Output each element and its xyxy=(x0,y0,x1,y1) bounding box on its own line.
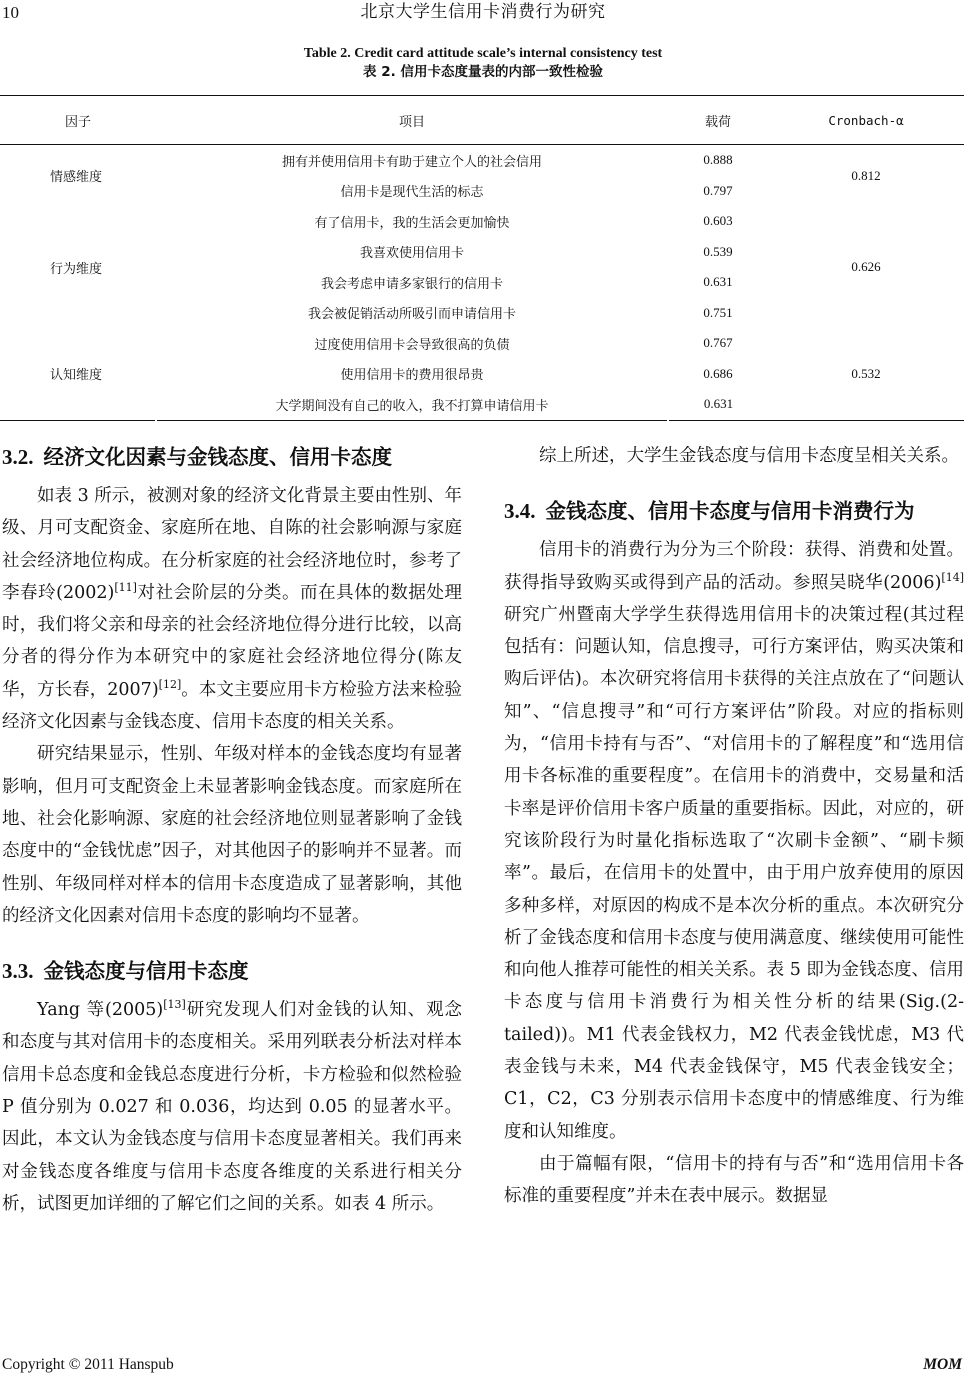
running-title: 北京大学生信用卡消费行为研究 xyxy=(360,2,606,21)
item-cell: 我会被促销活动所吸引而申请信用卡 xyxy=(307,306,516,322)
section-heading-3-2: 3.2. 经济文化因素与金钱态度、信用卡态度 xyxy=(2,445,392,469)
column-header-cronbach: Cronbach-α xyxy=(768,96,964,145)
loading-cell: 0.539 xyxy=(703,243,733,259)
paragraph: Yang 等(2005)[13]研究发现人们对金钱的认知、观念和态度与其对信用卡的态度相关。采用列联表分析法对样本信用卡总态度和金钱总态度进行分析，卡方检验和似然检验 P 值分别为 0.027 和 0.036，均达到 0.05 的显著水平。因此，本文认为金钱态度与信用卡态度显著相关。我们再来对金钱态度各维度与信用卡态度各维度的关系进行相关分析，试图更加详细的了解它们之间的关系。如表 4 所示。 xyxy=(2,998,462,1214)
column-header-loading: 载荷 xyxy=(668,96,768,145)
table-caption xyxy=(0,44,966,82)
right-column xyxy=(504,440,964,1213)
citation: [12] xyxy=(158,677,182,691)
paragraph: 信用卡的消费行为分为三个阶段：获得、消费和处置。获得指导致购买或得到产品的活动。参照吴晓华(2006)[14]研究广州暨南大学学生获得选用信用卡的决策过程(其过程包括有：问题认知，信息搜寻，可行方案评估，购买决策和购后评估)。本次研究将信用卡获得的关注点放在了“问题认知”、“信息搜寻”和“可行方案评估”阶段。对应的指标则为，“信用卡持有与否”、“对信用卡的了解程度”和“选用信用卡各标准的重要程度”。在信用卡的消费中，交易量和活卡率是评价信用卡客户质量的重要指标。因此，对应的，研究该阶段行为时量化指标选取了“次刷卡金额”、“刷卡频率”。最后，在信用卡的处置中，由于用户放弃使用的原因多种多样，对原因的构成不是本次分析的重点。本次研究分析了金钱态度和信用卡态度与使用满意度、继续使用可能性和向他人推荐可能性的相关关系。表 5 即为金钱态度、信用卡态度与信用卡消费行为相关性分析的结果(Sig.(2-tailed))。M1 代表金钱权力，M2 代表金钱忧虑，M3 代表金钱与未来，M4 代表金钱保守，M5 代表金钱安全；C1，C2，C3 分别表示信用卡态度中的情感维度、行为维度和认知维度。 xyxy=(504,540,964,1142)
loading-cell: 0.767 xyxy=(703,335,733,351)
journal-abbreviation: MOM xyxy=(923,1356,962,1373)
page-number: 10 xyxy=(2,3,19,22)
item-cell: 我喜欢使用信用卡 xyxy=(359,245,464,261)
section-heading-3-4: 3.4. 金钱态度、信用卡态度与信用卡消费行为 xyxy=(504,499,915,524)
factor-cell: 情感维度 xyxy=(50,169,103,184)
item-cell: 我会考虑申请多家银行的信用卡 xyxy=(320,275,503,291)
item-cell: 使用信用卡的费用很昂贵 xyxy=(340,367,484,383)
page-footer xyxy=(0,1354,966,1378)
paragraph: 综上所述，大学生金钱态度与信用卡态度呈相关关系。 xyxy=(539,446,959,466)
loading-cell: 0.751 xyxy=(703,304,733,320)
loading-cell: 0.888 xyxy=(703,152,733,168)
loading-cell: 0.631 xyxy=(668,389,768,420)
alpha-cell: 0.626 xyxy=(851,259,881,274)
table-row xyxy=(0,328,964,359)
citation: [13] xyxy=(163,998,186,1012)
item-cell: 大学期间没有自己的收入，我不打算申请信用卡 xyxy=(156,389,668,420)
alpha-cell: 0.812 xyxy=(851,167,881,183)
paragraph: 如表 3 所示，被测对象的经济文化背景主要由性别、年级、月可支配资金、家庭所在地、自陈的社会影响源与家庭社会经济地位构成。在分析家庭的社会经济地位时，参考了李春玲(2002)[11]对社会阶层的分类。而在具体的数据处理时，我们将父亲和母亲的社会经济地位得分进行比较，以高分者的得分作为本研究中的家庭社会经济地位得分(陈友华，方长春，2007)[12]。本文主要应用卡方检验方法来检验经济文化因素与金钱态度、信用卡态度的相关关系。 xyxy=(2,486,462,733)
factor-cell: 行为维度 xyxy=(50,260,103,276)
paragraph: 研究结果显示，性别、年级对样本的金钱态度均有显著影响，但月可支配资金上未显著影响金钱态度。而家庭所在地、社会化影响源、家庭的社会经济地位则显著影响了金钱态度中的“金钱忧虑”因子，对其他因子的影响并不显著。而性别、年级同样对样本的信用卡态度造成了显著影响，其他的经济文化因素对信用卡态度的影响均不显著。 xyxy=(2,744,462,926)
loading-cell: 0.797 xyxy=(703,182,733,198)
consistency-table xyxy=(0,95,964,421)
loading-cell: 0.631 xyxy=(703,274,733,290)
item-cell: 拥有并使用信用卡有助于建立个人的社会信用 xyxy=(281,153,542,169)
table-caption-en: Table 2. Credit card attitude scale’s internal consistency test xyxy=(303,46,663,61)
copyright-notice: Copyright © 2011 Hanspub xyxy=(2,1356,174,1373)
table-caption-cn: 表 2. 信用卡态度量表的内部一致性检验 xyxy=(363,64,603,80)
item-cell: 有了信用卡，我的生活会更加愉快 xyxy=(314,214,510,230)
alpha-cell: 0.532 xyxy=(768,328,964,420)
citation: [14] xyxy=(941,570,964,584)
item-cell: 信用卡是现代生活的标志 xyxy=(340,184,484,200)
item-cell: 过度使用信用卡会导致很高的负债 xyxy=(314,336,510,352)
loading-cell: 0.686 xyxy=(703,365,733,381)
citation: [11] xyxy=(114,581,137,595)
factor-cell: 认知维度 xyxy=(0,328,156,420)
running-head xyxy=(0,0,966,28)
paragraph: 由于篇幅有限，“信用卡的持有与否”和“选用信用卡各标准的重要程度”并未在表中展示。数据显 xyxy=(504,1153,964,1207)
column-header-factor: 因子 xyxy=(0,96,156,145)
section-heading-3-3: 3.3. 金钱态度与信用卡态度 xyxy=(2,959,249,984)
column-header-item: 项目 xyxy=(156,96,668,145)
left-column xyxy=(2,440,462,1220)
table-row xyxy=(0,145,964,176)
loading-cell: 0.603 xyxy=(703,213,733,229)
table-header-row xyxy=(0,96,964,145)
table-row xyxy=(0,206,964,237)
